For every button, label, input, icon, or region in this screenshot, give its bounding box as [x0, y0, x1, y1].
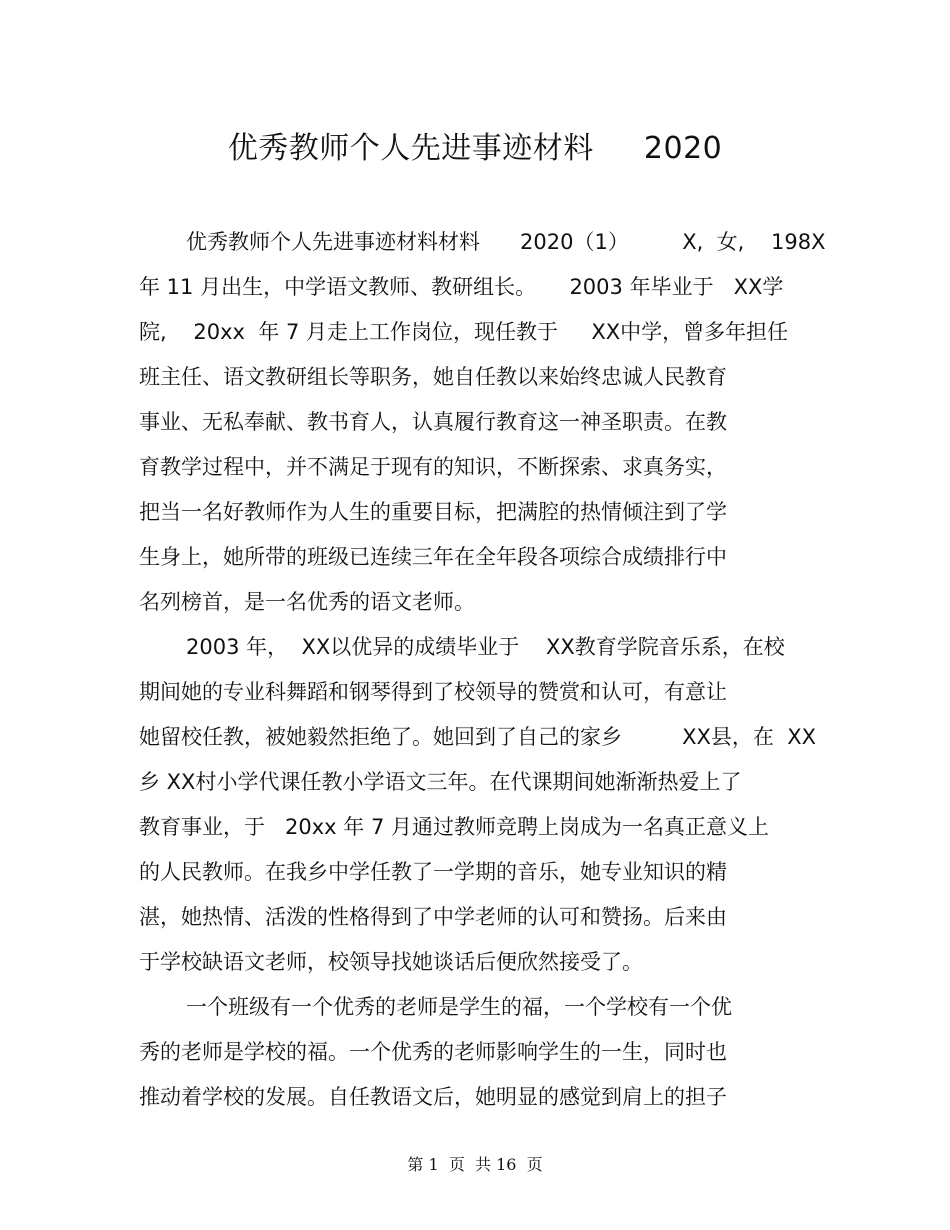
- paragraph-1-line-4: 班主任、语文教研组长等职务，她自任教以来始终忠诚人民教育: [139, 365, 727, 389]
- paragraph-1-line-5: 事业、无私奉献、教书育人，认真履行教育这一神圣职责。在教: [139, 410, 727, 434]
- paragraph-2-line-5: 教育事业，于 20xx 年 7 月通过教师竞聘上岗成为一名真正意义上: [139, 815, 769, 839]
- paragraph-2-line-1: 2003 年， XX以优异的成绩毕业于 XX教育学院音乐系，在校: [186, 635, 785, 659]
- document-body: [139, 220, 829, 1120]
- paragraph-3-line-3: 推动着学校的发展。自任教语文后，她明显的感觉到肩上的担子: [139, 1085, 727, 1109]
- paragraph-2-line-8: 于学校缺语文老师，校领导找她谈话后便欣然接受了。: [139, 950, 643, 974]
- paragraph-3-line-1: 一个班级有一个优秀的老师是学生的福，一个学校有一个优: [186, 995, 732, 1019]
- paragraph-2-line-4: 乡 XX村小学代课任教小学语文三年。在代课期间她渐渐热爱上了: [139, 770, 742, 794]
- page-number-footer: 第 1 页 共 16 页: [407, 1155, 543, 1174]
- document-title: 优秀教师个人先进事迹材料 2020: [227, 131, 723, 166]
- paragraph-3-line-2: 秀的老师是学校的福。一个优秀的老师影响学生的一生，同时也: [139, 1040, 727, 1064]
- paragraph-2-line-3: 她留校任教，被她毅然拒绝了。她回到了自己的家乡 XX县，在 XX: [139, 725, 816, 749]
- paragraph-1-line-1: 优秀教师个人先进事迹材料材料 2020（1） X, 女, 198X: [186, 230, 826, 254]
- paragraph-1-line-8: 生身上，她所带的班级已连续三年在全年段各项综合成绩排行中: [139, 545, 727, 569]
- paragraph-1-line-2: 年 11 月出生，中学语文教师、教研组长。 2003 年毕业于 XX学: [139, 275, 784, 299]
- paragraph-2-line-7: 湛，她热情、活泼的性格得到了中学老师的认可和赞扬。后来由: [139, 905, 727, 929]
- paragraph-1-line-6: 育教学过程中，并不满足于现有的知识，不断探索、求真务实，: [139, 455, 727, 479]
- paragraph-1-line-9: 名列榜首，是一名优秀的语文老师。: [139, 590, 475, 614]
- paragraph-1-line-7: 把当一名好教师作为人生的重要目标，把满腔的热情倾注到了学: [139, 500, 727, 524]
- paragraph-2-line-6: 的人民教师。在我乡中学任教了一学期的音乐，她专业知识的精: [139, 860, 727, 884]
- paragraph-2-line-2: 期间她的专业科舞蹈和钢琴得到了校领导的赞赏和认可，有意让: [139, 680, 727, 704]
- paragraph-1-line-3: 院, 20xx 年 7 月走上工作岗位，现任教于 XX中学，曾多年担任: [139, 320, 789, 344]
